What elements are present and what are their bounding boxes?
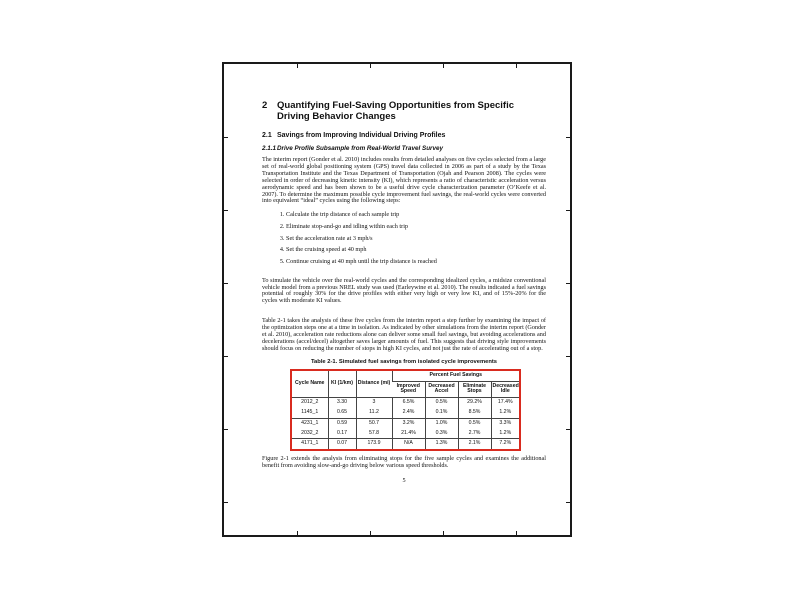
list-item: 2. Eliminate stop-and-go and idling within each trip (286, 224, 546, 231)
paragraph-intro: The interim report (Gonder et al. 2010) includes results from detailed analyses on five cycles selected from a large set of real-world global positioning system (GPS) travel data collected in 2006 as part of a study by the Texas Transportation Institute and the Texas Department of Transportation (Ojah and Pearson 2008). The cycles were selected in order of decreasing kinetic intensity (KI), which represents a ratio of characteristic acceleration versus aerodynamic speed and has been shown to be a useful drive cycle characterization parameter (O’Keefe et al. 2007). To determine the maximum possible cycle improvement fuel savings, the real-world cycles were converted into equivalent “ideal” cycles using the following steps: (262, 156, 546, 205)
cell-cycle-name: 2032_2 (292, 429, 328, 439)
list-item: 1. Calculate the trip distance of each sample trip (286, 212, 546, 219)
tick-mark (370, 531, 371, 536)
tick-mark (443, 63, 444, 68)
document-content (262, 100, 546, 484)
cell-ki: 3.30 (328, 398, 356, 408)
list-item: 5. Continue cruising at 40 mph until the trip distance is reached (286, 259, 546, 266)
tick-mark (566, 502, 571, 503)
table-row (292, 439, 519, 449)
tick-mark (566, 356, 571, 357)
cell-decreased-accel: 1.0% (425, 418, 458, 428)
page-frame (222, 62, 572, 537)
col-header-decreased-accel: Decreased Accel (425, 381, 458, 398)
cell-improved-speed: 3.2% (392, 418, 425, 428)
cell-decreased-idle: 1.2% (491, 429, 519, 439)
cell-decreased-idle: 3.3% (491, 418, 519, 428)
table-header (292, 371, 519, 398)
section-heading (262, 100, 546, 122)
cell-distance: 11.2 (356, 408, 392, 418)
tick-mark (370, 63, 371, 68)
cell-decreased-idle: 1.2% (491, 408, 519, 418)
tick-mark (443, 531, 444, 536)
cell-ki: 0.07 (328, 439, 356, 449)
tick-mark (566, 210, 571, 211)
subsubsection-title: Drive Profile Subsample from Real-World Travel Survey (277, 145, 443, 152)
tick-mark (223, 137, 228, 138)
col-header-distance: Distance (mi) (356, 371, 392, 398)
table-caption: Table 2-1. Simulated fuel savings from isolated cycle improvements (310, 358, 498, 365)
cell-distance: 3 (356, 398, 392, 408)
cell-eliminate-stops: 2.7% (458, 429, 491, 439)
subsection-number: 2.1 (262, 132, 272, 139)
tick-mark (223, 356, 228, 357)
tick-mark (223, 283, 228, 284)
table-annotation-box (290, 369, 521, 451)
cell-decreased-accel: 0.1% (425, 408, 458, 418)
cell-eliminate-stops: 0.5% (458, 418, 491, 428)
col-header-cycle-name: Cycle Name (295, 380, 325, 387)
tick-mark (223, 210, 228, 211)
subsubsection-number: 2.1.1 (262, 145, 277, 152)
subsubsection-heading (262, 145, 546, 152)
cell-decreased-accel: 1.3% (425, 439, 458, 449)
cell-decreased-idle: 7.2% (491, 439, 519, 449)
col-header-eliminate-stops: Eliminate Stops (458, 381, 491, 398)
cell-decreased-idle: 17.4% (491, 398, 519, 408)
table-row (292, 408, 519, 418)
col-header-decreased-idle: Decreased Idle (491, 381, 519, 398)
cell-cycle-name: 4171_1 (301, 440, 319, 447)
tick-mark (297, 63, 298, 68)
tick-mark (566, 137, 571, 138)
section-number: 2 (262, 100, 268, 111)
tick-mark (223, 502, 228, 503)
cell-ki: 0.59 (328, 418, 356, 428)
list-item: 4. Set the cruising speed at 40 mph (286, 247, 546, 254)
tick-mark (566, 283, 571, 284)
tick-mark (297, 531, 298, 536)
cell-decreased-accel: 0.3% (425, 429, 458, 439)
cell-improved-speed: 2.4% (392, 408, 425, 418)
cell-cycle-name: 1145_1 (292, 408, 328, 418)
cell-eliminate-stops: 2.1% (458, 439, 491, 449)
page-number: 5 (402, 476, 406, 484)
subsection-heading (262, 132, 546, 140)
col-header-group-percent-fuel-savings: Percent Fuel Savings (392, 371, 519, 381)
table-row (292, 398, 519, 408)
subsection-title: Savings from Improving Individual Driving Profiles (277, 132, 446, 139)
cell-ki: 0.65 (328, 408, 356, 418)
paragraph-simulation-results: To simulate the vehicle over the real-world cycles and the corresponding idealized cycles, a midsize conventional vehicle model from a previous NREL study was used (Earleywine et al. 2010). The results indicated a fuel savings potential of roughly 30% for the drive profiles with either very high or very low KI, and of 15%-20% for the cycles with moderate KI values. (262, 276, 546, 305)
table-row (292, 418, 519, 428)
tick-mark (566, 429, 571, 430)
cell-distance: 57.8 (356, 429, 392, 439)
cell-eliminate-stops: 8.5% (458, 408, 491, 418)
cell-cycle-name: 4231_1 (301, 419, 319, 426)
paragraph-table-discussion: Table 2-1 takes the analysis of these five cycles from the interim report a step further by examining the impact of the optimization steps one at a time in isolation. As indicated by other simulations from the interim report (Gonder et al. 2010), acceleration rate reductions alone can deliver some small fuel savings, but avoiding accelerations and decelerations (accel/decel) altogether saves larger amounts of fuel. This suggests that driving style improvements should focus on reducing the number of stops in high KI cycles, and not just the rate of accelerating out of a stop. (262, 317, 546, 352)
cell-improved-speed: N/A (392, 439, 425, 449)
cell-eliminate-stops: 29.2% (458, 398, 491, 408)
section-title: Quantifying Fuel-Saving Opportunities from Specific Driving Behavior Changes (277, 100, 514, 122)
cell-decreased-accel: 0.5% (425, 398, 458, 408)
tick-mark (516, 63, 517, 68)
cell-improved-speed: 6.5% (392, 398, 425, 408)
ideal-cycle-steps-list (262, 212, 546, 265)
tick-mark (516, 531, 517, 536)
cell-ki: 0.17 (328, 429, 356, 439)
col-header-ki: KI (1/km) (328, 371, 356, 398)
table-row (292, 429, 519, 439)
col-header-improved-speed: Improved Speed (396, 382, 420, 395)
cell-improved-speed: 21.4% (392, 429, 425, 439)
cell-distance: 173.9 (356, 439, 392, 449)
tick-mark (223, 429, 228, 430)
cell-distance: 50.7 (356, 418, 392, 428)
paragraph-figure-reference: Figure 2-1 extends the analysis from eliminating stops for the five sample cycles and examines the additional benefit from avoiding slow-and-go driving below various speed thresholds. (262, 455, 546, 470)
list-item: 3. Set the acceleration rate at 3 mph/s (286, 236, 546, 243)
cell-cycle-name: 2012_2 (301, 399, 319, 406)
fuel-savings-table (292, 371, 519, 449)
